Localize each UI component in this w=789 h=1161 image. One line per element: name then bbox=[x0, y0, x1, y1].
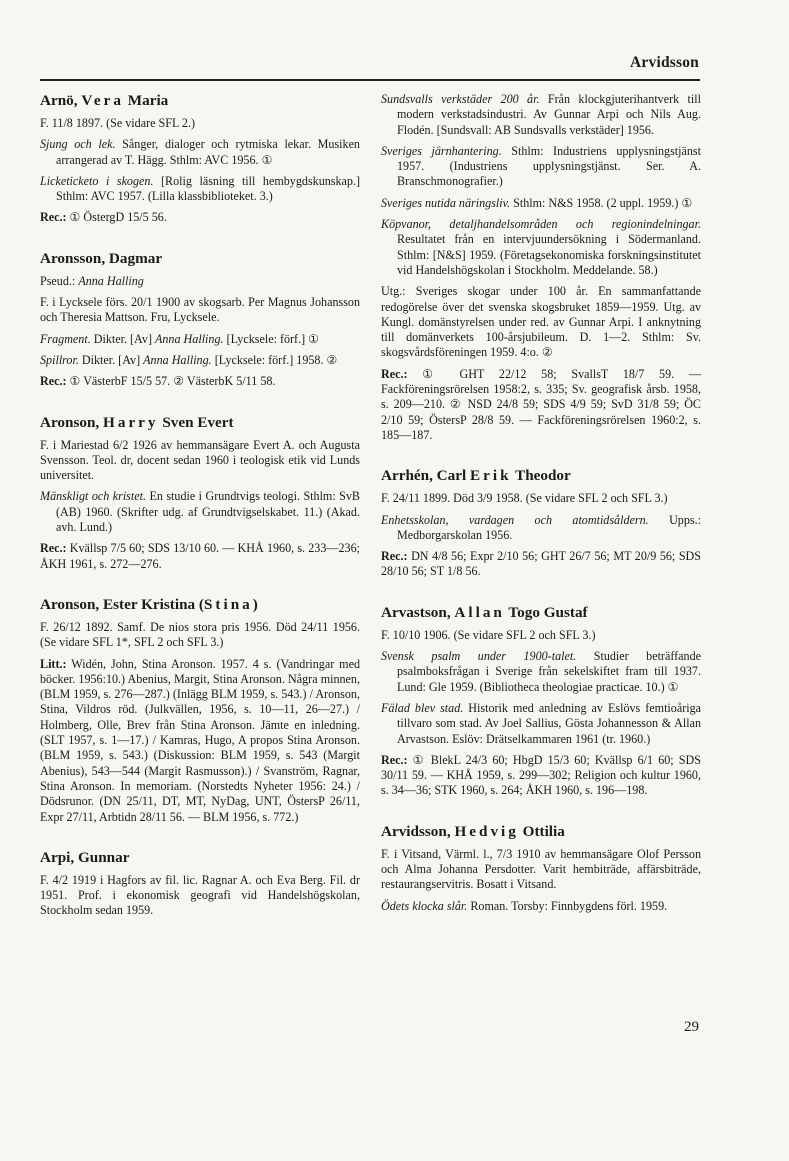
entry-text: F. i Lycksele förs. 20/1 1900 av skogsarb. Per Magnus Johansson och Theresia Mattson. Fru, Lycksele. bbox=[40, 295, 360, 325]
entry-name-spaced: Vera bbox=[81, 92, 124, 109]
entry-paragraph bbox=[381, 549, 701, 580]
entry-paragraph bbox=[381, 491, 701, 506]
entry-text: F. 24/11 1899. Död 3/9 1958. (Se vidare SFL 2 och SFL 3.) bbox=[381, 491, 668, 506]
entry-paragraph bbox=[40, 137, 360, 168]
entry-paragraph bbox=[40, 657, 360, 825]
entry-paragraph bbox=[40, 332, 360, 347]
entry-name: Arvidsson, bbox=[381, 822, 455, 840]
entry-text: Dikter. [Av] bbox=[90, 331, 155, 346]
entry-text: DN 4/8 56; Expr 2/10 56; GHT 26/7 56; MT 20/9 56; SDS 28/10 56; ST 1/8 56. bbox=[381, 549, 701, 579]
entry-paragraph bbox=[40, 438, 360, 484]
entry-text: Från klockgjuterihantverk till modern verkstadsindustri. Av Gunnar Arpi och Nils Aug. Flodén. [Sundsvall: AB Sundsvalls verkstäder] 1956. bbox=[397, 92, 701, 137]
entry-text: F. 10/10 1906. (Se vidare SFL 2 och SFL 3.) bbox=[381, 627, 596, 642]
entry-paragraph bbox=[381, 628, 701, 643]
left-column bbox=[40, 92, 360, 943]
entry-name: Togo Gustaf bbox=[504, 603, 588, 621]
entry-name: Arpi, Gunnar bbox=[40, 848, 130, 866]
entry-text: Historik med anledning av Eslövs femtioåriga tillvaro som stad. Av Joel Sallius, Gösta Johannesson & Allan Arvastson. Eslöv: Drätselkammaren 1961 (tr. 1960.) bbox=[397, 700, 702, 746]
entry-paragraph bbox=[381, 92, 701, 138]
entry-paragraph bbox=[381, 284, 701, 360]
work-title: Fälad blev stad. bbox=[381, 700, 464, 715]
entry bbox=[40, 250, 360, 390]
entry-text: Utg.: Sveriges skogar under 100 år. En sammanfattande redogörelse över det svenska skogsbruket 1859—1959. Utg. av Kungl. domänstyrelsen under red. av Gunnar Arpi. I anknytning till domänverkets 100-årsjubileum. D. 1—2. Sthlm: Sv. skogsvårdsföreningen 1959. 4:o. ② bbox=[381, 284, 701, 360]
entry-name: Arrhén, Carl bbox=[381, 467, 470, 485]
entry-paragraph bbox=[40, 116, 360, 131]
entry-text: Kvällsp 7/5 60; SDS 13/10 60. — KHÅ 1960, s. 233—236; ÅKH 1961, s. 272—276. bbox=[40, 541, 360, 571]
entry-name-spaced: Erik bbox=[470, 467, 512, 485]
entry-name-spaced: Hedvig bbox=[454, 822, 519, 840]
work-title: Sveriges nutida näringsliv. bbox=[381, 195, 511, 210]
work-title: Sveriges järnhantering. bbox=[381, 143, 502, 158]
entry-text: Roman. Torsby: Finnbygdens förl. 1959. bbox=[467, 898, 668, 913]
entry bbox=[40, 92, 360, 226]
work-title: Sundsvalls verkstäder 200 år. bbox=[381, 92, 540, 106]
entry-text: F. 26/12 1892. Samf. De nios stora pris 1956. Död 24/11 1956. (Se vidare SFL 1*, SFL 2 och SFL 3.) bbox=[40, 619, 360, 650]
entry-paragraph bbox=[40, 620, 360, 651]
entry-heading bbox=[40, 250, 360, 268]
entry-text: Resultatet från en intervjuundersökning i Södermanland. Sthlm: [N&S] 1959. (Företagsekonomiska forskningsinstitutet vid Handelshögskolan i Stockholm. Meddelande. 58.) bbox=[397, 232, 701, 277]
entry-name: Arvastson, bbox=[381, 603, 455, 621]
entry-text: ① BlekL 24/3 60; HbgD 15/3 60; Kvällsp 6/1 60; SDS 30/11 59. — KHÅ 1959, s. 299—302; Religion och kultur 1960, s. 34—36; STK 1960, s. 264; ÅKH 1960, s. 196—198. bbox=[381, 752, 701, 798]
entry-text: F. 11/8 1897. (Se vidare SFL 2.) bbox=[40, 116, 196, 130]
entry-name-spaced: Harry bbox=[103, 413, 159, 431]
work-title: Ödets klocka slår. bbox=[381, 898, 468, 913]
entry-heading bbox=[40, 596, 360, 614]
entry-text: ① GHT 22/12 58; SvallsT 18/7 59. — Fackföreningsrörelsen 1958:2, s. 335; Sv. geografisk årsb. 1958, s. 209—210. ② NSD 24/8 59; SDS 4/9 59; SvD 31/8 59; ÖC 2/10 59; ÖstersP 28/8 59. — Fackföreningsrörelsen 1960:2, s. 185—187. bbox=[381, 366, 701, 442]
entry bbox=[40, 596, 360, 825]
entry-paragraph bbox=[381, 513, 701, 544]
entry-label: Rec.: bbox=[381, 366, 408, 381]
entry-text: Pseud.: bbox=[40, 273, 79, 288]
entry-name: Sven Evert bbox=[158, 413, 234, 431]
work-title: Sjung och lek. bbox=[40, 137, 116, 152]
entry-name: ) bbox=[252, 595, 258, 613]
entry-name-spaced: Stina bbox=[203, 595, 253, 613]
work-title: Licketicketo i skogen. bbox=[40, 173, 154, 188]
pseudonym: Anna Halling. bbox=[143, 352, 212, 367]
entry bbox=[381, 92, 701, 443]
entry-paragraph bbox=[40, 541, 360, 572]
entry-label: Rec.: bbox=[40, 210, 67, 225]
entry-text: F. i Vitsand, Värml. l., 7/3 1910 av hemmansägare Olof Persson och Alma Johanna Persdotter. Varit hembiträde, affärsbiträde, restaurangservitris. Bosatt i Vitsand. bbox=[381, 846, 701, 892]
entry bbox=[381, 604, 701, 799]
work-title: Köpvanor, detaljhandelsområden och regionindelningar. bbox=[381, 217, 701, 232]
entry-paragraph bbox=[381, 144, 701, 190]
entry-name: Aronsson, Dagmar bbox=[40, 249, 163, 267]
entry-paragraph bbox=[381, 649, 701, 695]
entry-name: Maria bbox=[124, 92, 169, 109]
entry-heading bbox=[381, 823, 701, 841]
pseudonym: Anna Halling. bbox=[155, 331, 224, 346]
entry-text: [Lycksele: förf.] ① bbox=[223, 331, 319, 346]
entry-text: [Rolig läsning till hembygdskunskap.] Sthlm: AVC 1957. (Lilla klassbiblioteket. 3.) bbox=[56, 173, 361, 204]
work-title: Fragment. bbox=[40, 331, 91, 346]
entry-paragraph bbox=[381, 899, 701, 914]
entry-text: ① VästerbF 15/5 57. ② VästerbK 5/11 58. bbox=[66, 374, 276, 389]
entry-label: Rec.: bbox=[381, 549, 408, 564]
entry-paragraph bbox=[381, 367, 701, 443]
entry-paragraph bbox=[381, 217, 701, 278]
running-head: Arvidsson bbox=[630, 54, 699, 71]
entry-paragraph bbox=[381, 753, 701, 799]
entry-paragraph bbox=[40, 353, 360, 368]
entry-text: ① ÖstergD 15/5 56. bbox=[66, 210, 167, 225]
entry-paragraph bbox=[40, 295, 360, 326]
entry-name: Arnö, bbox=[40, 92, 82, 109]
work-title: Svensk psalm under 1900-talet. bbox=[381, 649, 577, 664]
entry-heading bbox=[381, 467, 701, 485]
entry-text: En studie i Grundtvigs teologi. Sthlm: SvB (AB) 1960. (Skrifter udg. af Grundtvigselskabet. 11.) (Akad. avh. Lund.) bbox=[56, 489, 360, 535]
entry-text: Sthlm: Industriens upplysningstjänst 1957. (Industriens upplysningstjänst. Ser. A. Branschmonografier.) bbox=[397, 143, 701, 189]
entry-paragraph bbox=[40, 489, 360, 535]
entry-text: Dikter. [Av] bbox=[78, 352, 144, 367]
entry-paragraph bbox=[40, 374, 360, 389]
entry-heading bbox=[40, 92, 360, 110]
entry-label: Litt.: bbox=[40, 656, 67, 671]
entry-text: [Lycksele: förf.] 1958. ② bbox=[211, 352, 338, 367]
entry-name: Aronson, bbox=[40, 413, 104, 431]
entry-text: Widén, John, Stina Aronson. 1957. 4 s. (Vandringar med böcker. 1956:10.) Abenius, Margit, Stina Aronson. Några minnen, (BLM 1959, s. 276—287.) (Inlägg BLM 1959, s. 543.) / Aronson, Stina, Vildros röd. (Julkvällen, 1956, s. 10—11, 26—27.) / Holmberg, Olle, Brev från Stina Aronson. Jämte en inledning. (SLT 1957, s. 1—17.) / Kamras, Hugo, A propos Stina Aronson. (BLM 1959, s. 543.) (Diskussion: BLM 1959, s. 543 (Margit Abenius), 543—544 (Margit Rasmusson).) / Svanström, Ragnar, Stina Aronson. In memoriam. (Norstedts Nyheter 1956: 24.) / Dödsrunor. (DN 25/11, DT, MT, NyDag, UNT, ÖstersP 26/11, Expr 27/11, Arbtidn 28/11 56. — BLM 1956, s. 772.) bbox=[40, 656, 360, 824]
entry-paragraph bbox=[381, 701, 701, 747]
right-column bbox=[381, 92, 701, 938]
entry-heading bbox=[40, 849, 360, 867]
page-number: 29 bbox=[684, 1019, 699, 1035]
work-title: Mänskligt och kristet. bbox=[40, 489, 146, 504]
entry-paragraph bbox=[40, 274, 360, 289]
entry-label: Rec.: bbox=[381, 752, 408, 767]
entry-label: Rec.: bbox=[40, 541, 67, 556]
header-rule bbox=[40, 79, 700, 81]
entry-text: Studier beträffande psalmboksfrågan i Sverige från sekelskiftet fram till 1937. Lund: Gle 1959. (Bibliotheca theologiae practicae. 10.) ① bbox=[397, 649, 701, 694]
entry bbox=[381, 823, 701, 914]
entry-text: Upps.: Medborgarskolan 1956. bbox=[397, 512, 701, 542]
entry-label: Rec.: bbox=[40, 374, 67, 389]
entry bbox=[381, 467, 701, 579]
entry-paragraph bbox=[381, 847, 701, 893]
entry-paragraph bbox=[40, 873, 360, 919]
work-title: Enhetsskolan, vardagen och atomtidsåldern. bbox=[381, 512, 649, 527]
entry-text: Sånger, dialoger och rytmiska lekar. Musiken arrangerad av T. Hägg. Sthlm: AVC 1956. ① bbox=[56, 137, 360, 167]
entry-paragraph bbox=[40, 210, 360, 225]
entry-name: Ottilia bbox=[518, 822, 565, 840]
entry-name-spaced: Allan bbox=[454, 603, 505, 621]
entry bbox=[40, 414, 360, 572]
entry-name: Aronson, Ester Kristina ( bbox=[40, 595, 204, 613]
entry bbox=[40, 849, 360, 919]
entry-paragraph bbox=[40, 174, 360, 205]
entry-name: Theodor bbox=[511, 467, 571, 485]
entry-heading bbox=[40, 414, 360, 432]
work-title: Spillror. bbox=[40, 352, 79, 367]
entry-text: F. i Mariestad 6/2 1926 av hemmansägare Evert A. och Augusta Svensson. Teol. dr, docent sedan 1960 i teologisk etik vid Lunds universitet. bbox=[40, 437, 360, 483]
entry-heading bbox=[381, 604, 701, 622]
entry-paragraph bbox=[381, 196, 701, 211]
pseudonym: Anna Halling bbox=[78, 273, 144, 288]
entry-text: Sthlm: N&S 1958. (2 uppl. 1959.) ① bbox=[510, 195, 693, 210]
entry-text: F. 4/2 1919 i Hagfors av fil. lic. Ragnar A. och Eva Berg. Fil. dr 1951. Prof. i ekonomisk geografi vid Handelshögskolan, Stockholm sedan 1959. bbox=[40, 872, 360, 918]
